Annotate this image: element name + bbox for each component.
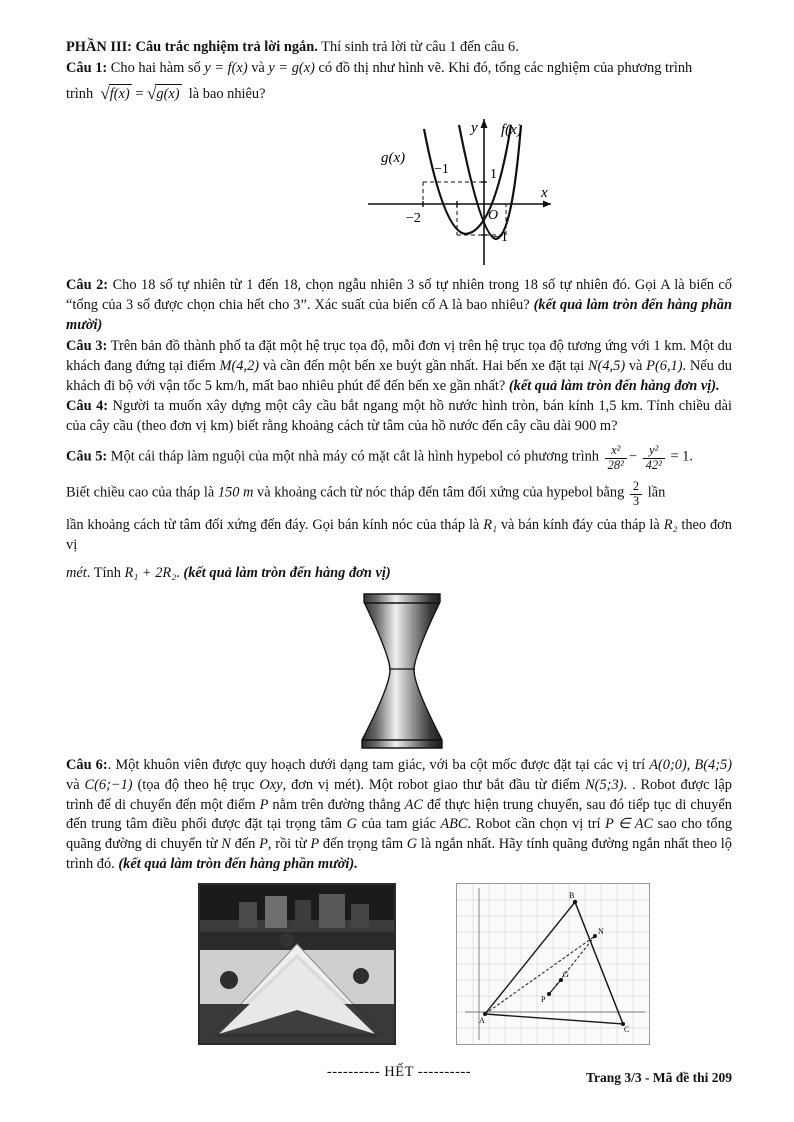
question-2-note: (kết quả làm tròn đến hàng phần mười) [66, 297, 732, 333]
sqrt-f-expression: √f(x) [100, 83, 130, 103]
question-6-abc-label: ABC [440, 816, 468, 833]
question-3-label: Câu 3: [66, 337, 108, 354]
question-6-text-12: đến [234, 836, 256, 853]
cooling-tower-svg [342, 590, 462, 750]
question-1-line-2: trình √f(x) = √g(x) là bao nhiêu? [66, 82, 732, 105]
parabola-graph-svg [306, 107, 566, 272]
sketch-label-n: N [598, 927, 604, 937]
question-4-text: Người ta muốn xây dựng một cây cầu bắt ngang một hồ nước hình tròn, bán kính 1,5 km. Tính chiều dài của cây cầu (theo đơn vị km) biết rằng khoảng cách từ tâm của hồ nước đến cây cầu dài 900 m? [66, 398, 732, 435]
question-3-text-3: và [628, 357, 643, 374]
question-5-unit: mét [66, 564, 87, 581]
question-6-text-10: . Robot cần chọn vị trí [467, 816, 601, 833]
triangular-campus-photo [198, 883, 396, 1045]
question-6-text-11: sao cho tổng quãng đường di chuyển từ [66, 816, 733, 853]
cooling-tower-figure [66, 590, 732, 750]
label-y-axis: y [471, 120, 478, 137]
question-6-text-9: của tam giác [361, 816, 436, 833]
ratio-fraction: $\frac{2}{3}$ [630, 480, 642, 508]
question-5-text-7: . Tính [86, 564, 121, 581]
label-f-x: f(x) [501, 122, 522, 139]
question-6-text-6: . Robot được lập trình để di chuyển đến một điểm [66, 776, 732, 813]
question-6-p-in-ac: P ∈ AC [604, 816, 654, 833]
question-1-text-2: và [251, 59, 265, 76]
question-2-label: Câu 2: [66, 277, 109, 294]
question-6-p2: P [259, 836, 268, 853]
question-6-text-13: , rồi từ [267, 836, 307, 853]
end-marker: ---------- HẾT ---------- [326, 1064, 472, 1081]
question-5-text-3: và khoảng cách từ nóc tháp đến tâm đối xứng của hypebol bằng [257, 484, 625, 501]
section-heading-label: PHẦN III: Câu trắc nghiệm trả lời ngắn. [66, 39, 318, 55]
question-6-point-c: C(6;−1) [84, 776, 133, 793]
question-6-text-1: . Một khuôn viên được quy hoạch dưới dạng tam giác, với ba cột mốc được đặt tại các vị trí [107, 756, 646, 773]
question-2-text: Cho 18 số tự nhiên từ 1 đến 18, chọn ngẫu nhiên 3 số tự nhiên trong 18 số tự nhiên đó. Gọi A là biến cố “tổng của 3 số được chọn chia hết cho 3”. Xác suất của biến cố A là bao nhiêu? [66, 277, 732, 314]
question-5-text-1: Một cái tháp làm nguội của một nhà máy có mặt cắt là hình hypebol có phương trình [110, 448, 599, 465]
question-5-text-2: Biết chiều cao của tháp là [66, 484, 215, 501]
question-5-text-6: theo đơn vị [66, 517, 732, 554]
question-5-text-5: và bán kính đáy của tháp là [500, 517, 660, 534]
question-5-line-2: Biết chiều cao của tháp là 150 m và khoảng cách từ nóc tháp đến tâm đối xứng của hypebol bằng $\frac{2}{3}$ lần [66, 479, 666, 508]
question-1-f-equation: y = f(x) [204, 59, 248, 76]
hyperbola-x-term: $\frac{\text{x²}}{\text{28²}}$ [605, 444, 627, 472]
question-5-label: Câu 5: [66, 448, 108, 465]
question-3-text-1: Trên bản đồ thành phố ta đặt một hệ trục tọa độ, mỗi đơn vị trên hệ trục tọa độ tương ứng với 1 km. Một du khách đang đứng tại điểm [66, 337, 732, 374]
question-6-text-5: , đơn vị mét). Một robot giao thư bắt đầu từ điểm [282, 776, 581, 793]
question-6-g2: G [406, 836, 418, 853]
sketch-label-g: G [563, 970, 569, 980]
question-6-text-4: (tọa độ theo hệ trục [137, 776, 255, 793]
question-1-text-4: là bao nhiêu? [188, 85, 266, 102]
question-6-n2: N [221, 836, 231, 853]
question-5-note: (kết quả làm tròn đến hàng đơn vị) [183, 564, 391, 581]
question-6-axes: Oxy [259, 776, 283, 793]
label-origin: O [488, 208, 499, 224]
label-x-axis: x [541, 185, 548, 202]
question-6-text-2: , [686, 756, 691, 773]
question-6-g-label: G [346, 816, 357, 833]
question-3 [66, 337, 732, 397]
question-5-line-3 [66, 516, 732, 556]
question-4 [66, 397, 732, 437]
sketch-label-b: B [569, 891, 575, 901]
label-minus-two-x: −2 [406, 211, 421, 227]
label-one-y: 1 [490, 167, 497, 183]
question-1-text-1: Cho hai hàm số [110, 59, 201, 76]
question-6-ac-label: AC [404, 796, 424, 813]
label-minus-one-x: −1 [434, 162, 449, 178]
question-5-text-4: lần khoảng cách từ tâm đối xứng đến đáy. Gọi bán kính nóc của tháp là [66, 517, 480, 534]
question-6-point-b: B(4;5) [694, 756, 733, 773]
hyperbola-rhs: = 1 [670, 448, 690, 465]
question-3-point-p: P(6,1) [646, 357, 683, 374]
campus-photo-svg [199, 884, 395, 1044]
question-1-g-equation: y = g(x) [268, 59, 315, 76]
question-3-text-2: và cần đến một bến xe buýt gần nhất. Hai bến xe đặt tại [262, 357, 585, 374]
question-5-r1: R₁ [483, 517, 497, 534]
question-6-p3: P [310, 836, 320, 853]
question-1-text-3: có đồ thị như hình vẽ. Khi đó, tổng các nghiệm của phương trình [318, 59, 693, 76]
sketch-label-c: C [624, 1025, 630, 1035]
parabola-graph-figure [66, 107, 732, 272]
question-3-note: (kết quả làm tròn đến hàng đơn vị). [508, 377, 720, 394]
question-6-note: (kết quả làm tròn đến hàng phần mười). [118, 856, 358, 873]
question-6-text-3: và [66, 776, 80, 793]
page-footer: Trang 3/3 - Mã đề thi 209 [586, 1070, 732, 1085]
label-g-x: g(x) [381, 150, 406, 167]
question-5-line-4: mét. Tính R₁ + 2R₂. (kết quả làm tròn đến hàng đơn vị) [66, 564, 391, 581]
question-6-figures [66, 883, 732, 1048]
sqrt-g-expression: √g(x) [147, 83, 180, 103]
triangle-sketch-svg [457, 884, 649, 1044]
question-5: Câu 5: Một cái tháp làm nguội của một nhà máy có mặt cắt là hình hypebol có phương trình $\frac{\text{x²}}{\text{28²}}$ − $\frac{\text{y²}}{\text{42²}}$ = 1. [66, 443, 693, 472]
question-1 [66, 59, 732, 79]
question-6-point-a: A(0;0) [649, 756, 687, 773]
question-5-expression: R₁ + 2R₂ [124, 564, 177, 581]
question-6-text-14: đến trọng tâm [322, 836, 404, 853]
question-2 [66, 276, 732, 336]
question-3-point-m: M(4,2) [219, 357, 260, 374]
sketch-label-p: P [541, 995, 546, 1005]
section-heading-instruction: Thí sinh trả lời từ câu 1 đến câu 6. [321, 39, 519, 55]
section-heading [66, 38, 732, 58]
page-content [66, 38, 732, 1081]
sketch-label-a: A [479, 1016, 485, 1026]
question-5-r2: R₂ [663, 517, 678, 534]
question-6-text-7: nằm trên đường thẳng [272, 796, 401, 813]
question-6-label: Câu 6: [66, 756, 108, 773]
question-6-text-8: để thực hiện trung chuyển, sau đó tiếp tục di chuyển đến trung tâm điều phối được đặt tại trọng tâm [66, 796, 732, 833]
question-3-text-4: . Nếu du khách đi bộ với vận tốc 5 km/h, mất bao nhiêu phút để đến bến xe gần nhất? [66, 357, 732, 394]
label-minus-one-y: −1 [493, 230, 508, 246]
hyperbola-y-term: $\frac{\text{y²}}{\text{42²}}$ [643, 444, 665, 472]
question-6: Câu 6:. Một khuôn viên được quy hoạch dưới dạng tam giác, với ba cột mốc được đặt tại các vị trí A(0;0), B(4;5) và C(6;−1) (tọa độ theo hệ trục Oxy, đơn vị mét). Một robot giao thư bắt đầu từ điểm N(5;3). . Robot được lập trình để di chuyển đến một điểm P nằm trên đường thẳng AC để thực hiện trung chuyển, sau đó tiếp tục di chuyển đến trung tâm điều phối được đặt tại trọng tâm G của tam giác ABC. Robot cần chọn vị trí P ∈ AC sao cho tổng quãng đường di chuyển từ N đến P, rồi từ P đến trọng tâm G là ngắn nhất. Hãy tính quãng đường ngắn nhất theo lộ trình đó. (kết quả làm tròn đến hàng phần mười). [66, 756, 733, 873]
question-5-height: 150 m [217, 484, 254, 501]
question-3-point-n: N(4,5) [587, 357, 626, 374]
question-1-label: Câu 1: [66, 59, 108, 76]
question-4-label: Câu 4: [66, 398, 109, 415]
question-6-text-15: là ngắn nhất. Hãy tính quãng đường ngắn nhất theo lộ trình đó. [66, 836, 732, 873]
coordinate-triangle-sketch [456, 883, 650, 1045]
question-6-p-label: P [259, 796, 269, 813]
question-6-point-n: N(5;3) [585, 776, 624, 793]
